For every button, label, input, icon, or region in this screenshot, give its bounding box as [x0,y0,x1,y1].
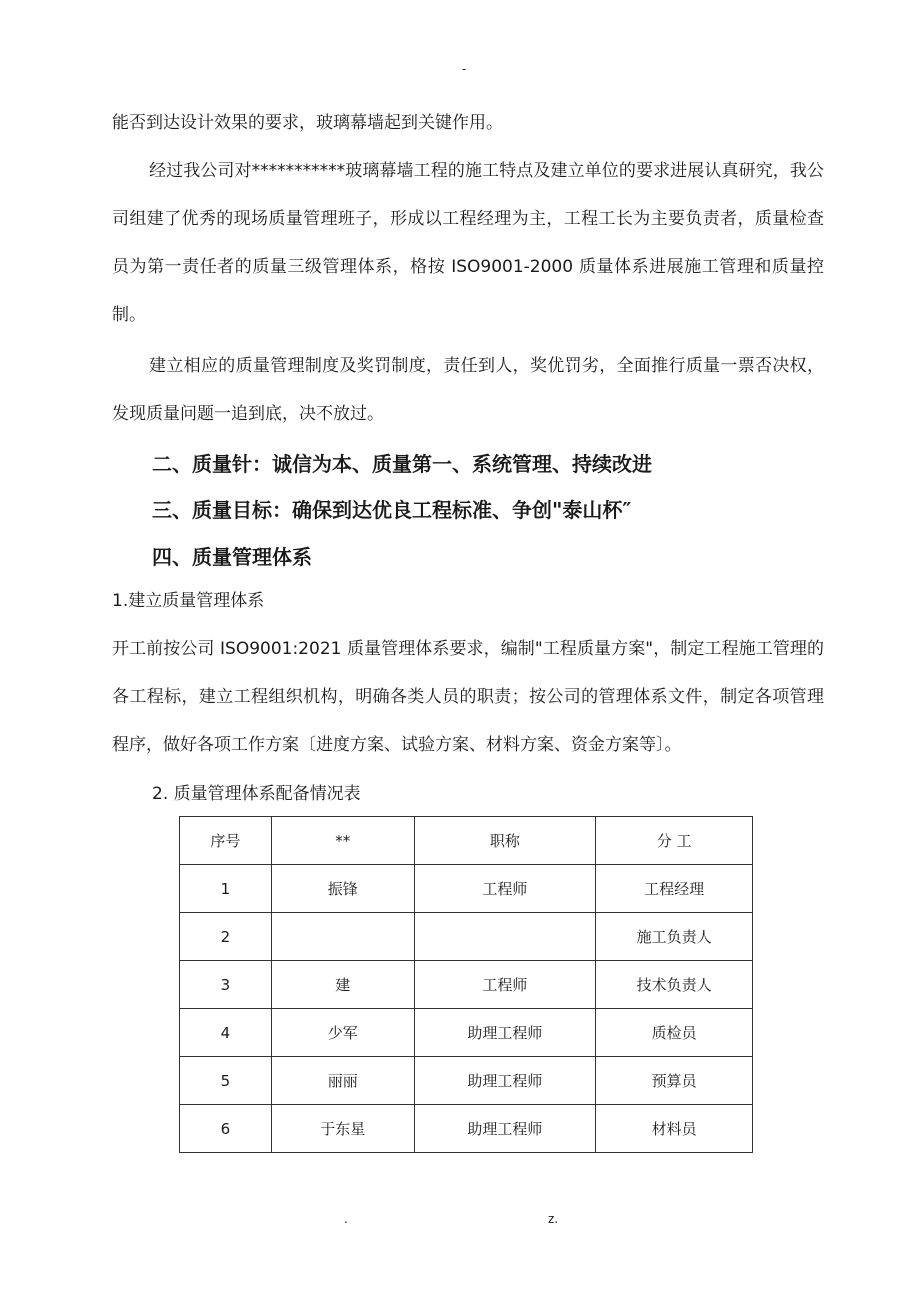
cell-name: 丽丽 [271,1057,414,1105]
heading-quality-system: 四、质量管理体系 [152,545,312,569]
page-footer-right-mark: z. [548,1212,559,1226]
table-row [180,865,753,913]
cell-title [414,913,596,961]
column-header-index: 序号 [180,817,272,865]
cell-index: 5 [180,1057,272,1105]
page-footer-left-mark: . [344,1212,348,1226]
cell-index: 2 [180,913,272,961]
table-row [180,961,753,1009]
heading-quality-goal: 三、质量目标：确保到达优良工程标准、争创"泰山杯″ [152,498,632,522]
cell-role: 材料员 [596,1105,753,1153]
cell-name: 振锋 [271,865,414,913]
cell-name [271,913,414,961]
cell-index: 1 [180,865,272,913]
paragraph-1: 能否到达设计效果的要求，玻璃幕墙起到关键作用。 [112,113,503,133]
staff-table [179,816,753,1153]
cell-title: 助理工程师 [414,1057,596,1105]
cell-role: 预算员 [596,1057,753,1105]
column-header-title: 职称 [414,817,596,865]
cell-role: 技术负责人 [596,961,753,1009]
paragraph-2: 经过我公司对***********玻璃幕墙工程的施工特点及建立单位的要求进展认真研究，我公司组建了优秀的现场质量管理班子，形成以工程经理为主，工程工长为主要负责者，质量检查员为第一责任者的质量三级管理体系，格按 ISO9001-2000 质量体系进展施工管理和质量控制。 [112,161,824,325]
cell-role: 质检员 [596,1009,753,1057]
cell-title: 助理工程师 [414,1105,596,1153]
subheading-build-system: 1.建立质量管理体系 [112,591,265,611]
cell-index: 4 [180,1009,272,1057]
cell-role: 施工负责人 [596,913,753,961]
cell-title: 工程师 [414,961,596,1009]
cell-index: 6 [180,1105,272,1153]
table-header-row [180,817,753,865]
page-header-mark: - [462,62,467,76]
cell-name: 少军 [271,1009,414,1057]
column-header-role: 分 工 [596,817,753,865]
cell-role: 工程经理 [596,865,753,913]
table-caption: 2. 质量管理体系配备情况表 [152,784,361,804]
heading-quality-policy: 二、质量针：诚信为本、质量第一、系统管理、持续改进 [152,452,652,476]
column-header-name: ** [271,817,414,865]
cell-index: 3 [180,961,272,1009]
table-row [180,1105,753,1153]
paragraph-3: 建立相应的质量管理制度及奖罚制度，责任到人，奖优罚劣，全面推行质量一票否决权，发现质量问题一追到底，决不放过。 [112,356,824,424]
paragraph-4: 开工前按公司 ISO9001:2021 质量管理体系要求，编制"工程质量方案"，制定工程施工管理的各工程标，建立工程组织机构，明确各类人员的职责；按公司的管理体系文件，制定各项管理程序，做好各项工作方案〔进度方案、试验方案、材料方案、资金方案等〕。 [112,639,824,755]
cell-title: 工程师 [414,865,596,913]
table-row [180,1057,753,1105]
table-row [180,913,753,961]
cell-name: 建 [271,961,414,1009]
table-row [180,1009,753,1057]
cell-title: 助理工程师 [414,1009,596,1057]
cell-name: 于东星 [271,1105,414,1153]
